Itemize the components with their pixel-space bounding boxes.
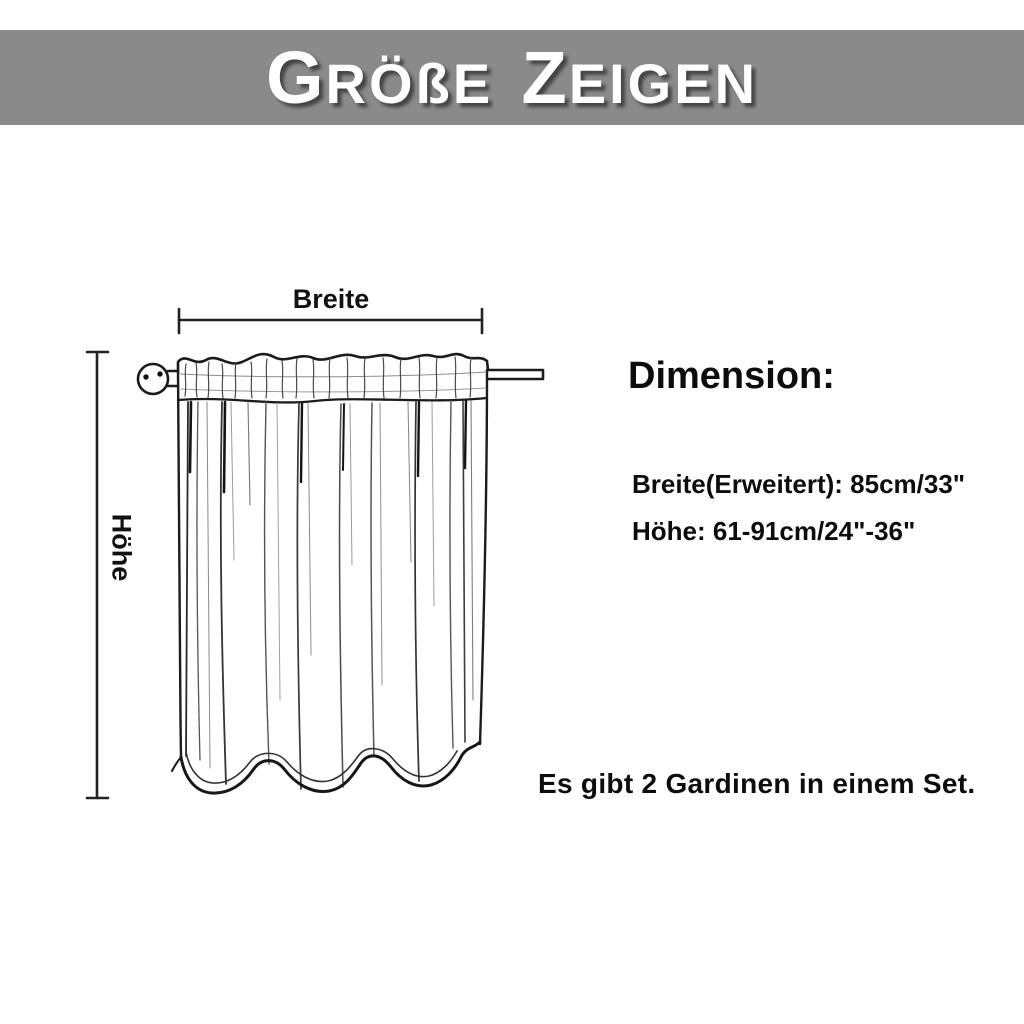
height-label: Höhe — [106, 513, 137, 582]
rod-right-segment — [488, 370, 543, 379]
curtain-panel — [172, 354, 488, 793]
title-word-groesse-initial: G — [265, 35, 326, 119]
title-word-zeigen-rest: EIGEN — [568, 51, 759, 115]
curtain-top-ruffle — [178, 354, 488, 372]
drape-folds — [186, 401, 473, 789]
title-word-groesse-rest: RÖßE — [325, 51, 494, 115]
rod-finial-dot — [157, 371, 162, 376]
dimension-heading: Dimension: — [628, 355, 835, 397]
rod-finial-dot — [143, 374, 148, 379]
width-label: Breite — [292, 284, 370, 314]
dimension-specs — [632, 461, 965, 555]
rod-finial — [138, 364, 168, 394]
spec-height: Höhe: 61-91cm/24"-36" — [632, 516, 916, 546]
title-word-zeigen-initial: Z — [521, 35, 569, 119]
spec-width: Breite(Erweitert): 85cm/33" — [632, 469, 966, 499]
set-note: Es gibt 2 Gardinen in einem Set. — [538, 768, 976, 799]
